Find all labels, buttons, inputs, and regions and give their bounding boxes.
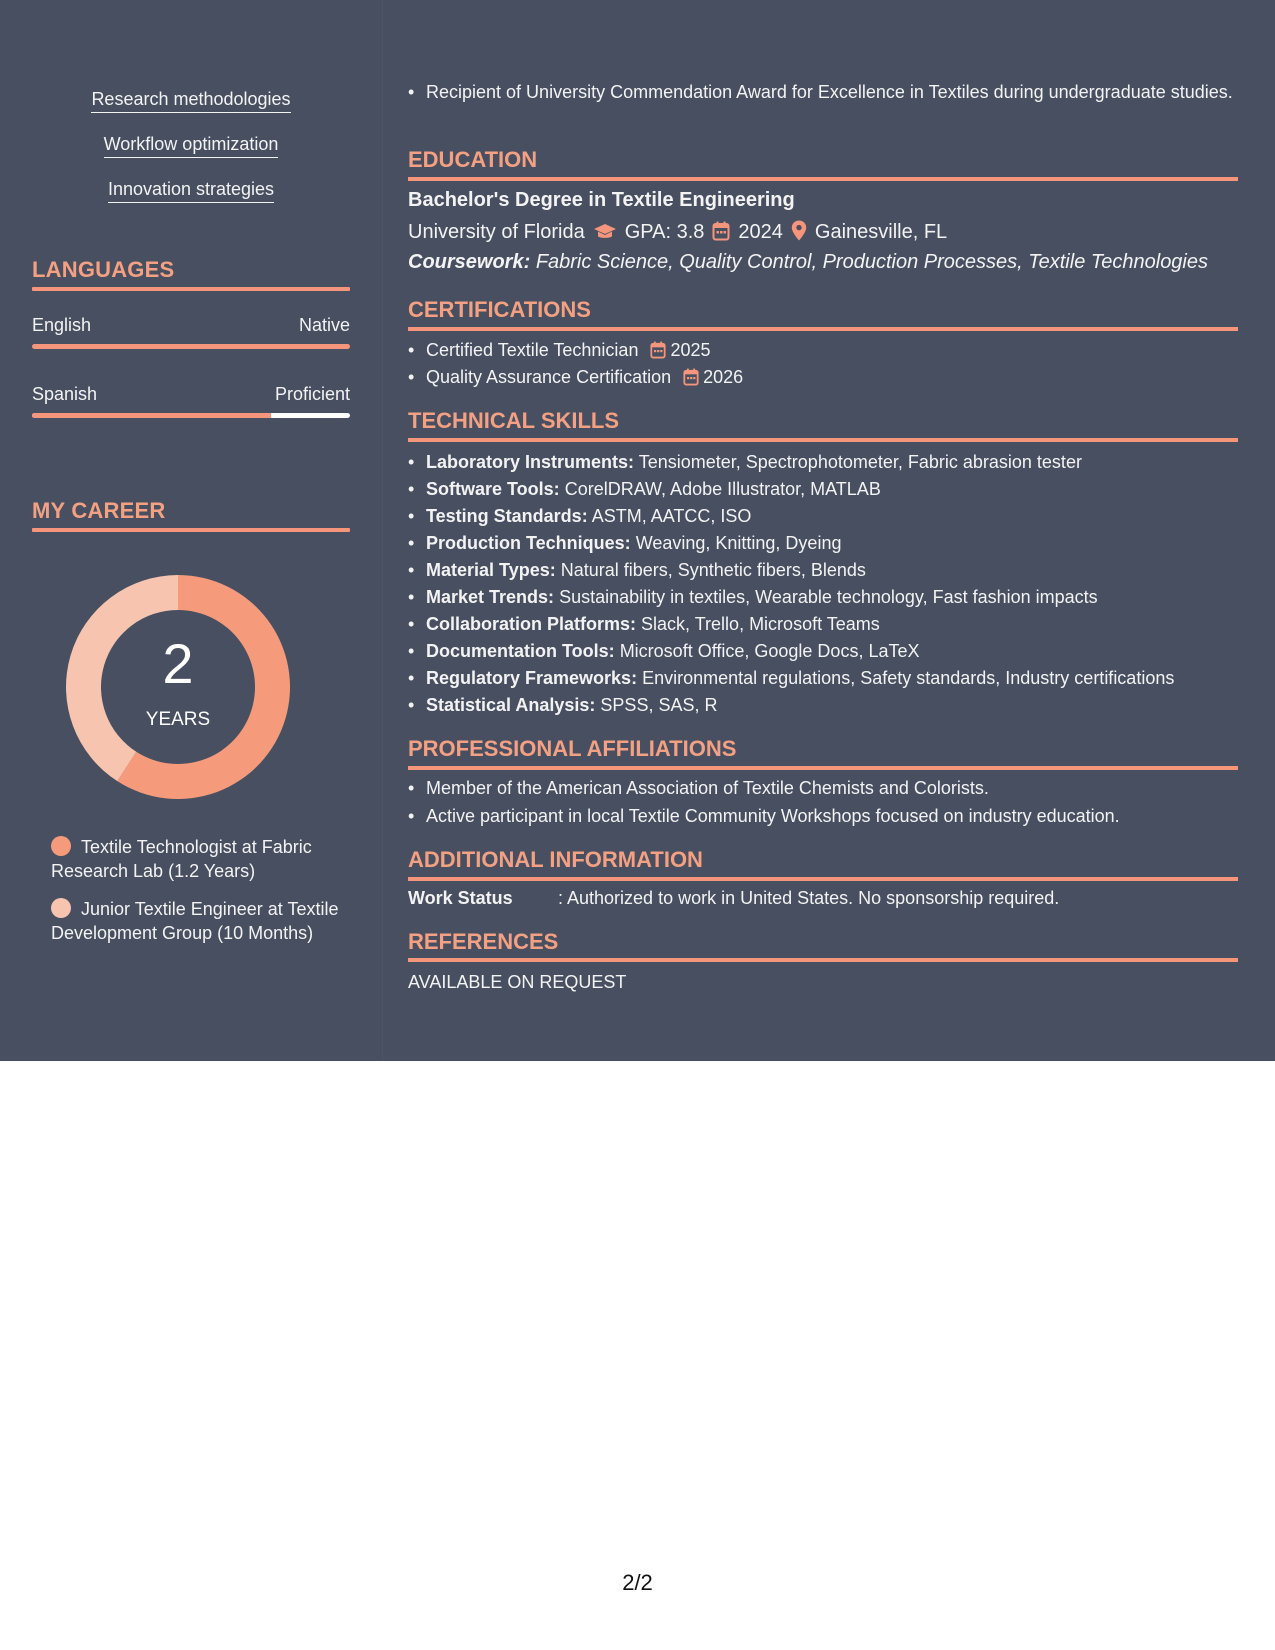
technical-skills-heading: TECHNICAL SKILLS bbox=[408, 408, 620, 433]
certification-year: 2025 bbox=[670, 340, 711, 360]
technical-skill-item bbox=[426, 612, 1238, 637]
skill-values: Environmental regulations, Safety standards, Industry certifications bbox=[642, 668, 1175, 688]
skill-category: Statistical Analysis: bbox=[426, 695, 596, 715]
affiliations-rule bbox=[408, 766, 1238, 770]
skill-link-innovation[interactable] bbox=[32, 178, 350, 203]
education-heading: EDUCATION bbox=[408, 147, 538, 172]
skill-values: CorelDRAW, Adobe Illustrator, MATLAB bbox=[564, 479, 881, 499]
skill-values: Weaving, Knitting, Dyeing bbox=[635, 533, 842, 553]
career-donut-chart bbox=[66, 575, 290, 799]
certification-year: 2026 bbox=[703, 367, 744, 387]
skill-label: Innovation strategies bbox=[108, 178, 274, 203]
language-bar-spanish bbox=[32, 413, 350, 418]
affiliations-heading: PROFESSIONAL AFFILIATIONS bbox=[408, 736, 737, 761]
career-legend-item bbox=[51, 835, 351, 883]
certifications-rule bbox=[408, 327, 1238, 331]
skill-category: Testing Standards: bbox=[426, 506, 588, 526]
technical-skill-item bbox=[426, 585, 1238, 610]
legend-dot bbox=[51, 836, 71, 856]
certification-item bbox=[426, 338, 1238, 363]
skill-category: Documentation Tools: bbox=[426, 641, 615, 661]
language-row-spanish bbox=[32, 384, 350, 405]
certification-item bbox=[426, 365, 1238, 390]
graduation-year: 2024 bbox=[738, 221, 783, 243]
skill-values: SPSS, SAS, R bbox=[600, 695, 718, 715]
technical-skill-item bbox=[426, 450, 1238, 475]
skill-values: Sustainability in textiles, Wearable technology, Fast fashion impacts bbox=[559, 587, 1098, 607]
calendar-icon bbox=[650, 341, 666, 359]
technical-skills-rule bbox=[408, 438, 1238, 442]
technical-skill-item bbox=[426, 531, 1238, 556]
legend-dot bbox=[51, 898, 71, 918]
skill-category: Material Types: bbox=[426, 560, 556, 580]
award-item: • Recipient of University Commendation Award for Excellence in Textiles during undergraduate studies. bbox=[426, 80, 1238, 105]
certification-name: Quality Assurance Certification bbox=[426, 367, 672, 387]
legend-label: Junior Textile Engineer at Textile Development Group (10 Months) bbox=[51, 899, 339, 943]
degree-title: Bachelor's Degree in Textile Engineering bbox=[408, 189, 795, 211]
certification-name: Certified Textile Technician bbox=[426, 340, 639, 360]
graduation-cap-icon bbox=[593, 223, 617, 241]
technical-skill-item bbox=[426, 558, 1238, 583]
skill-values: Tensiometer, Spectrophotometer, Fabric abrasion tester bbox=[638, 452, 1082, 472]
skill-category: Production Techniques: bbox=[426, 533, 631, 553]
language-row-english bbox=[32, 315, 350, 336]
skill-values: Slack, Trello, Microsoft Teams bbox=[641, 614, 880, 634]
additional-info-heading: ADDITIONAL INFORMATION bbox=[408, 847, 703, 872]
career-unit: YEARS bbox=[145, 709, 211, 730]
page-number: 2/2 bbox=[622, 1570, 653, 1595]
skill-link-workflow[interactable] bbox=[32, 133, 350, 158]
technical-skill-item bbox=[426, 504, 1238, 529]
coursework-label: Coursework: bbox=[408, 251, 531, 273]
calendar-icon bbox=[683, 368, 699, 386]
language-fill bbox=[32, 413, 271, 418]
technical-skill-item bbox=[426, 693, 1238, 718]
references-text: AVAILABLE ON REQUEST bbox=[408, 972, 627, 992]
references-rule bbox=[408, 958, 1238, 962]
languages-rule bbox=[32, 287, 350, 291]
language-name: English bbox=[32, 315, 92, 335]
languages-heading: LANGUAGES bbox=[32, 257, 175, 282]
skill-category: Laboratory Instruments: bbox=[426, 452, 635, 472]
education-rule bbox=[408, 177, 1238, 181]
affiliation-item: • Active participant in local Textile Community Workshops focused on industry education. bbox=[426, 804, 1238, 829]
skill-values: Natural fibers, Synthetic fibers, Blends bbox=[560, 560, 866, 580]
school-name: University of Florida bbox=[408, 221, 585, 243]
career-total: 2 bbox=[162, 632, 194, 695]
language-bar-english bbox=[32, 344, 350, 349]
career-legend-item bbox=[51, 897, 351, 945]
gpa: GPA: 3.8 bbox=[624, 221, 705, 243]
skill-label: Workflow optimization bbox=[104, 133, 279, 158]
legend-label: Textile Technologist at Fabric Research Lab (1.2 Years) bbox=[51, 837, 312, 881]
skill-link-research[interactable] bbox=[32, 88, 350, 113]
skill-values: ASTM, AATCC, ISO bbox=[591, 506, 752, 526]
skill-label: Research methodologies bbox=[91, 88, 290, 113]
skill-category: Regulatory Frameworks: bbox=[426, 668, 638, 688]
work-status-label: Work Status bbox=[408, 888, 513, 908]
calendar-icon bbox=[712, 221, 730, 241]
technical-skill-item bbox=[426, 477, 1238, 502]
certifications-heading: CERTIFICATIONS bbox=[408, 297, 591, 322]
language-level: Native bbox=[298, 315, 350, 335]
skill-category: Market Trends: bbox=[426, 587, 555, 607]
language-name: Spanish bbox=[32, 384, 98, 404]
technical-skill-item bbox=[426, 666, 1238, 691]
work-status-row bbox=[408, 888, 1059, 909]
references-heading: REFERENCES bbox=[408, 929, 559, 954]
skill-category: Collaboration Platforms: bbox=[426, 614, 637, 634]
affiliation-item: • Member of the American Association of Textile Chemists and Colorists. bbox=[426, 776, 1238, 801]
coursework-list: Fabric Science, Quality Control, Production Processes, Textile Technologies bbox=[535, 251, 1208, 273]
technical-skill-item bbox=[426, 639, 1238, 664]
language-level: Proficient bbox=[274, 384, 350, 404]
additional-info-rule bbox=[408, 877, 1238, 881]
donut-segment-2 bbox=[66, 575, 178, 781]
skill-values: Microsoft Office, Google Docs, LaTeX bbox=[619, 641, 920, 661]
column-divider bbox=[382, 0, 383, 1061]
skill-category: Software Tools: bbox=[426, 479, 560, 499]
school-location: Gainesville, FL bbox=[814, 221, 948, 243]
career-rule bbox=[32, 528, 350, 532]
work-status-value: : Authorized to work in United States. No sponsorship required. bbox=[558, 888, 1060, 908]
language-fill bbox=[32, 344, 350, 349]
location-pin-icon bbox=[791, 220, 807, 241]
career-heading: MY CAREER bbox=[32, 498, 166, 523]
education-details bbox=[408, 220, 947, 244]
coursework bbox=[408, 251, 1208, 274]
